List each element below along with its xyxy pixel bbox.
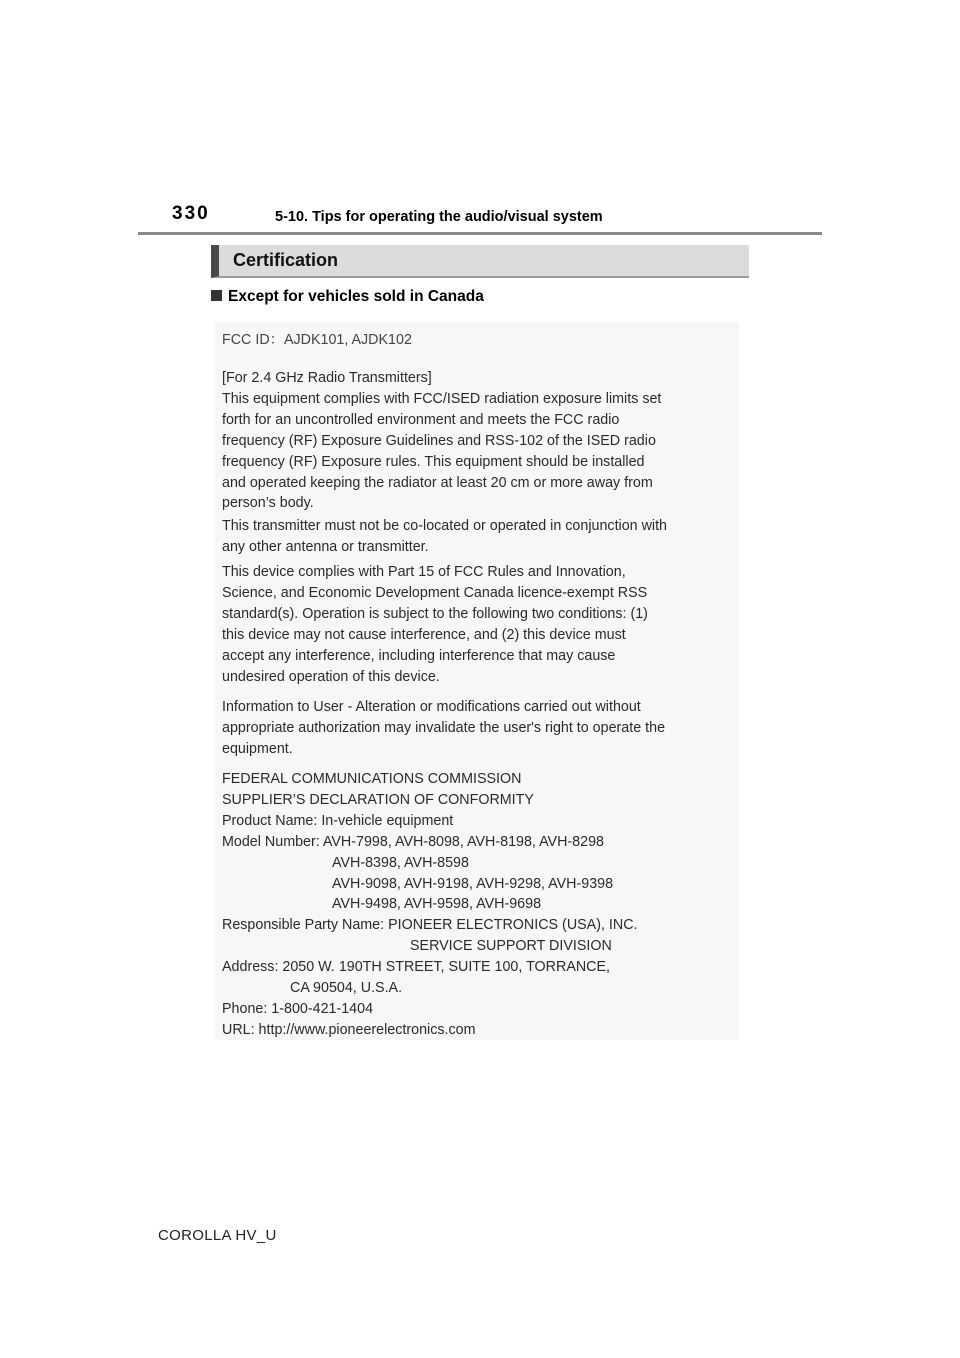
url: URL: http://www.pioneerelectronics.com — [222, 1021, 476, 1038]
declaration-of-conformity — [222, 769, 638, 1041]
model-number: Model Number: AVH-7998, AVH-8098, AVH-8198, AVH-8298 — [222, 833, 604, 850]
label-line: this device may not cause interference, and (2) this device must — [222, 626, 626, 643]
responsible-party-continued: SERVICE SUPPORT DIVISION — [410, 938, 612, 955]
address: Address: 2050 W. 190TH STREET, SUITE 100, TORRANCE, — [222, 959, 611, 976]
model-number-continued: AVH-9098, AVH-9198, AVH-9298, AVH-9398 — [332, 875, 614, 892]
label-line: This device complies with Part 15 of FCC Rules and Innovation, — [222, 564, 626, 580]
label-line: appropriate authorization may invalidate the user's right to operate the — [222, 719, 666, 736]
part15-paragraph — [222, 562, 648, 687]
label-line: This equipment complies with FCC/ISED radiation exposure limits set — [222, 390, 662, 407]
subheading-text: Except for vehicles sold in Canada — [228, 288, 484, 305]
label-line: This transmitter must not be co-located or operated in conjunction with — [222, 518, 668, 534]
label-line: frequency (RF) Exposure rules. This equipment should be installed — [222, 453, 645, 470]
certification-heading-bar — [211, 245, 749, 278]
page-number: 330 — [172, 203, 210, 224]
declaration-line: SUPPLIER’S DECLARATION OF CONFORMITY — [222, 791, 534, 808]
square-bullet-icon — [211, 290, 222, 301]
model-number-continued: AVH-9498, AVH-9598, AVH-9698 — [332, 896, 542, 913]
label-line: [For 2.4 GHz Radio Transmitters] — [222, 370, 432, 386]
footer-model-code: COROLLA HV_U — [158, 1227, 277, 1244]
label-line: standard(s). Operation is subject to the following two conditions: (1) — [222, 605, 648, 622]
responsible-party: Responsible Party Name: PIONEER ELECTRONICS (USA), INC. — [222, 917, 638, 934]
model-number-continued: AVH-8398, AVH-8598 — [332, 854, 469, 871]
label-line: undesired operation of this device. — [222, 668, 440, 685]
label-line: any other antenna or transmitter. — [222, 538, 429, 555]
section-title: 5-10. Tips for operating the audio/visual system — [275, 209, 603, 225]
user-information-paragraph — [222, 697, 665, 760]
header-divider — [138, 232, 822, 235]
address-continued: CA 90504, U.S.A. — [290, 980, 403, 997]
label-line: Information to User - Alteration or modifications carried out without — [222, 699, 641, 715]
fcc-id: FCC ID：AJDK101, AJDK102 — [222, 332, 412, 348]
declaration-line: FEDERAL COMMUNICATIONS COMMISSION — [222, 771, 522, 787]
label-line: person’s body. — [222, 495, 314, 512]
subheading — [211, 288, 484, 306]
certification-title: Certification — [233, 250, 339, 270]
label-line: Science, and Economic Development Canada licence-exempt RSS — [222, 584, 648, 601]
label-line: and operated keeping the radiator at least 20 cm or more away from — [222, 474, 653, 491]
label-line: accept any interference, including interference that may cause — [222, 647, 616, 664]
radio-transmitter-paragraph — [222, 368, 661, 514]
label-line: equipment. — [222, 740, 293, 757]
label-line: forth for an uncontrolled environment and meets the FCC radio — [222, 411, 620, 428]
phone: Phone: 1-800-421-1404 — [222, 1000, 374, 1017]
product-name: Product Name: In-vehicle equipment — [222, 812, 454, 829]
colocation-paragraph — [222, 516, 667, 558]
label-line: frequency (RF) Exposure Guidelines and RSS-102 of the ISED radio — [222, 432, 656, 449]
